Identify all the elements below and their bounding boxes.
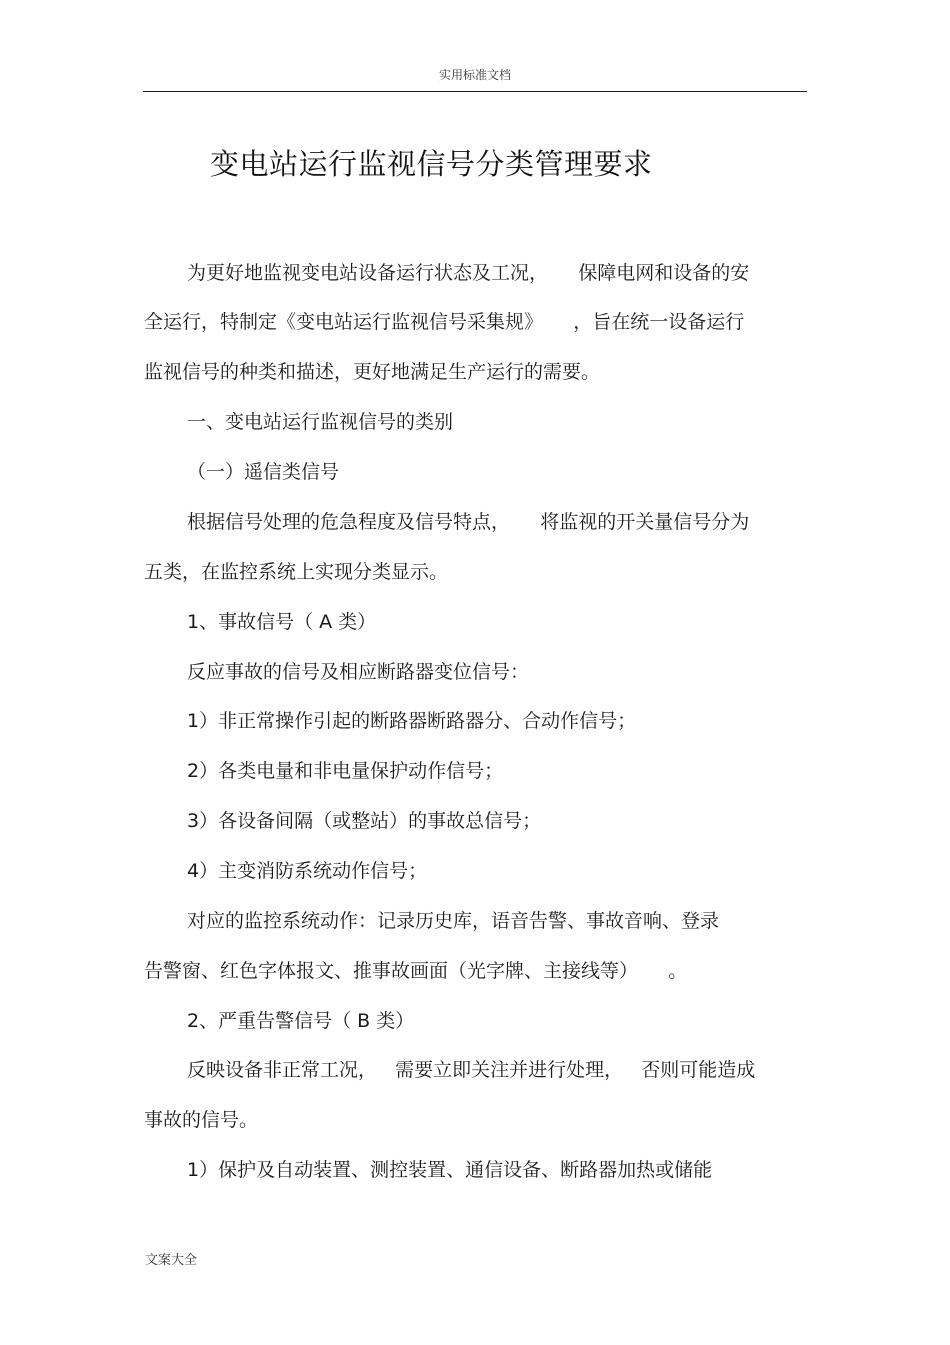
document-title: 变电站运行监视信号分类管理要求 — [210, 147, 653, 181]
header-divider — [143, 91, 807, 92]
body-line: 对应的监控系统动作：记录历史库，语音告警、事故音响、登录 — [187, 910, 720, 932]
page-header: 实用标准文档 — [438, 68, 511, 82]
list-item: 2）各类电量和非电量保护动作信号； — [187, 760, 504, 782]
body-line: 告警窗、红色字体报文、推事故画面（光字牌、主接线等） 。 — [144, 960, 688, 982]
body-line: 全运行，特制定《变电站运行监视信号采集规》 ，旨在统一设备运行 — [144, 311, 745, 333]
body-line: 根据信号处理的危急程度及信号特点， 将监视的开关量信号分为 — [187, 511, 750, 533]
page-footer: 文案大全 — [145, 1253, 198, 1268]
body-line: 为更好地监视变电站设备运行状态及工况， 保障电网和设备的安 — [187, 262, 750, 284]
body-line: 反映设备非正常工况， 需要立即关注并进行处理， 否则可能造成 — [187, 1059, 756, 1081]
list-item: 4）主变消防系统动作信号； — [187, 860, 428, 882]
body-line: 反应事故的信号及相应断路器变位信号： — [187, 661, 530, 683]
list-item: 1）保护及自动装置、测控装置、通信设备、断路器加热或储能 — [187, 1159, 713, 1181]
body-line: 事故的信号。 — [144, 1109, 259, 1131]
section-heading: 一、变电站运行监视信号的类别 — [187, 411, 454, 433]
list-item: 3）各设备间隔（或整站）的事故总信号； — [187, 810, 542, 832]
subsection-heading: （一）遥信类信号 — [187, 461, 340, 483]
body-line: 五类，在监控系统上实现分类显示。 — [144, 561, 449, 583]
body-line: 监视信号的种类和描述，更好地满足生产运行的需要。 — [144, 361, 601, 383]
list-item: 1）非正常操作引起的断路器断路器分、合动作信号； — [187, 710, 637, 732]
item-heading: 2、严重告警信号（ B 类） — [187, 1010, 415, 1032]
item-heading: 1、事故信号（ A 类） — [187, 611, 377, 633]
